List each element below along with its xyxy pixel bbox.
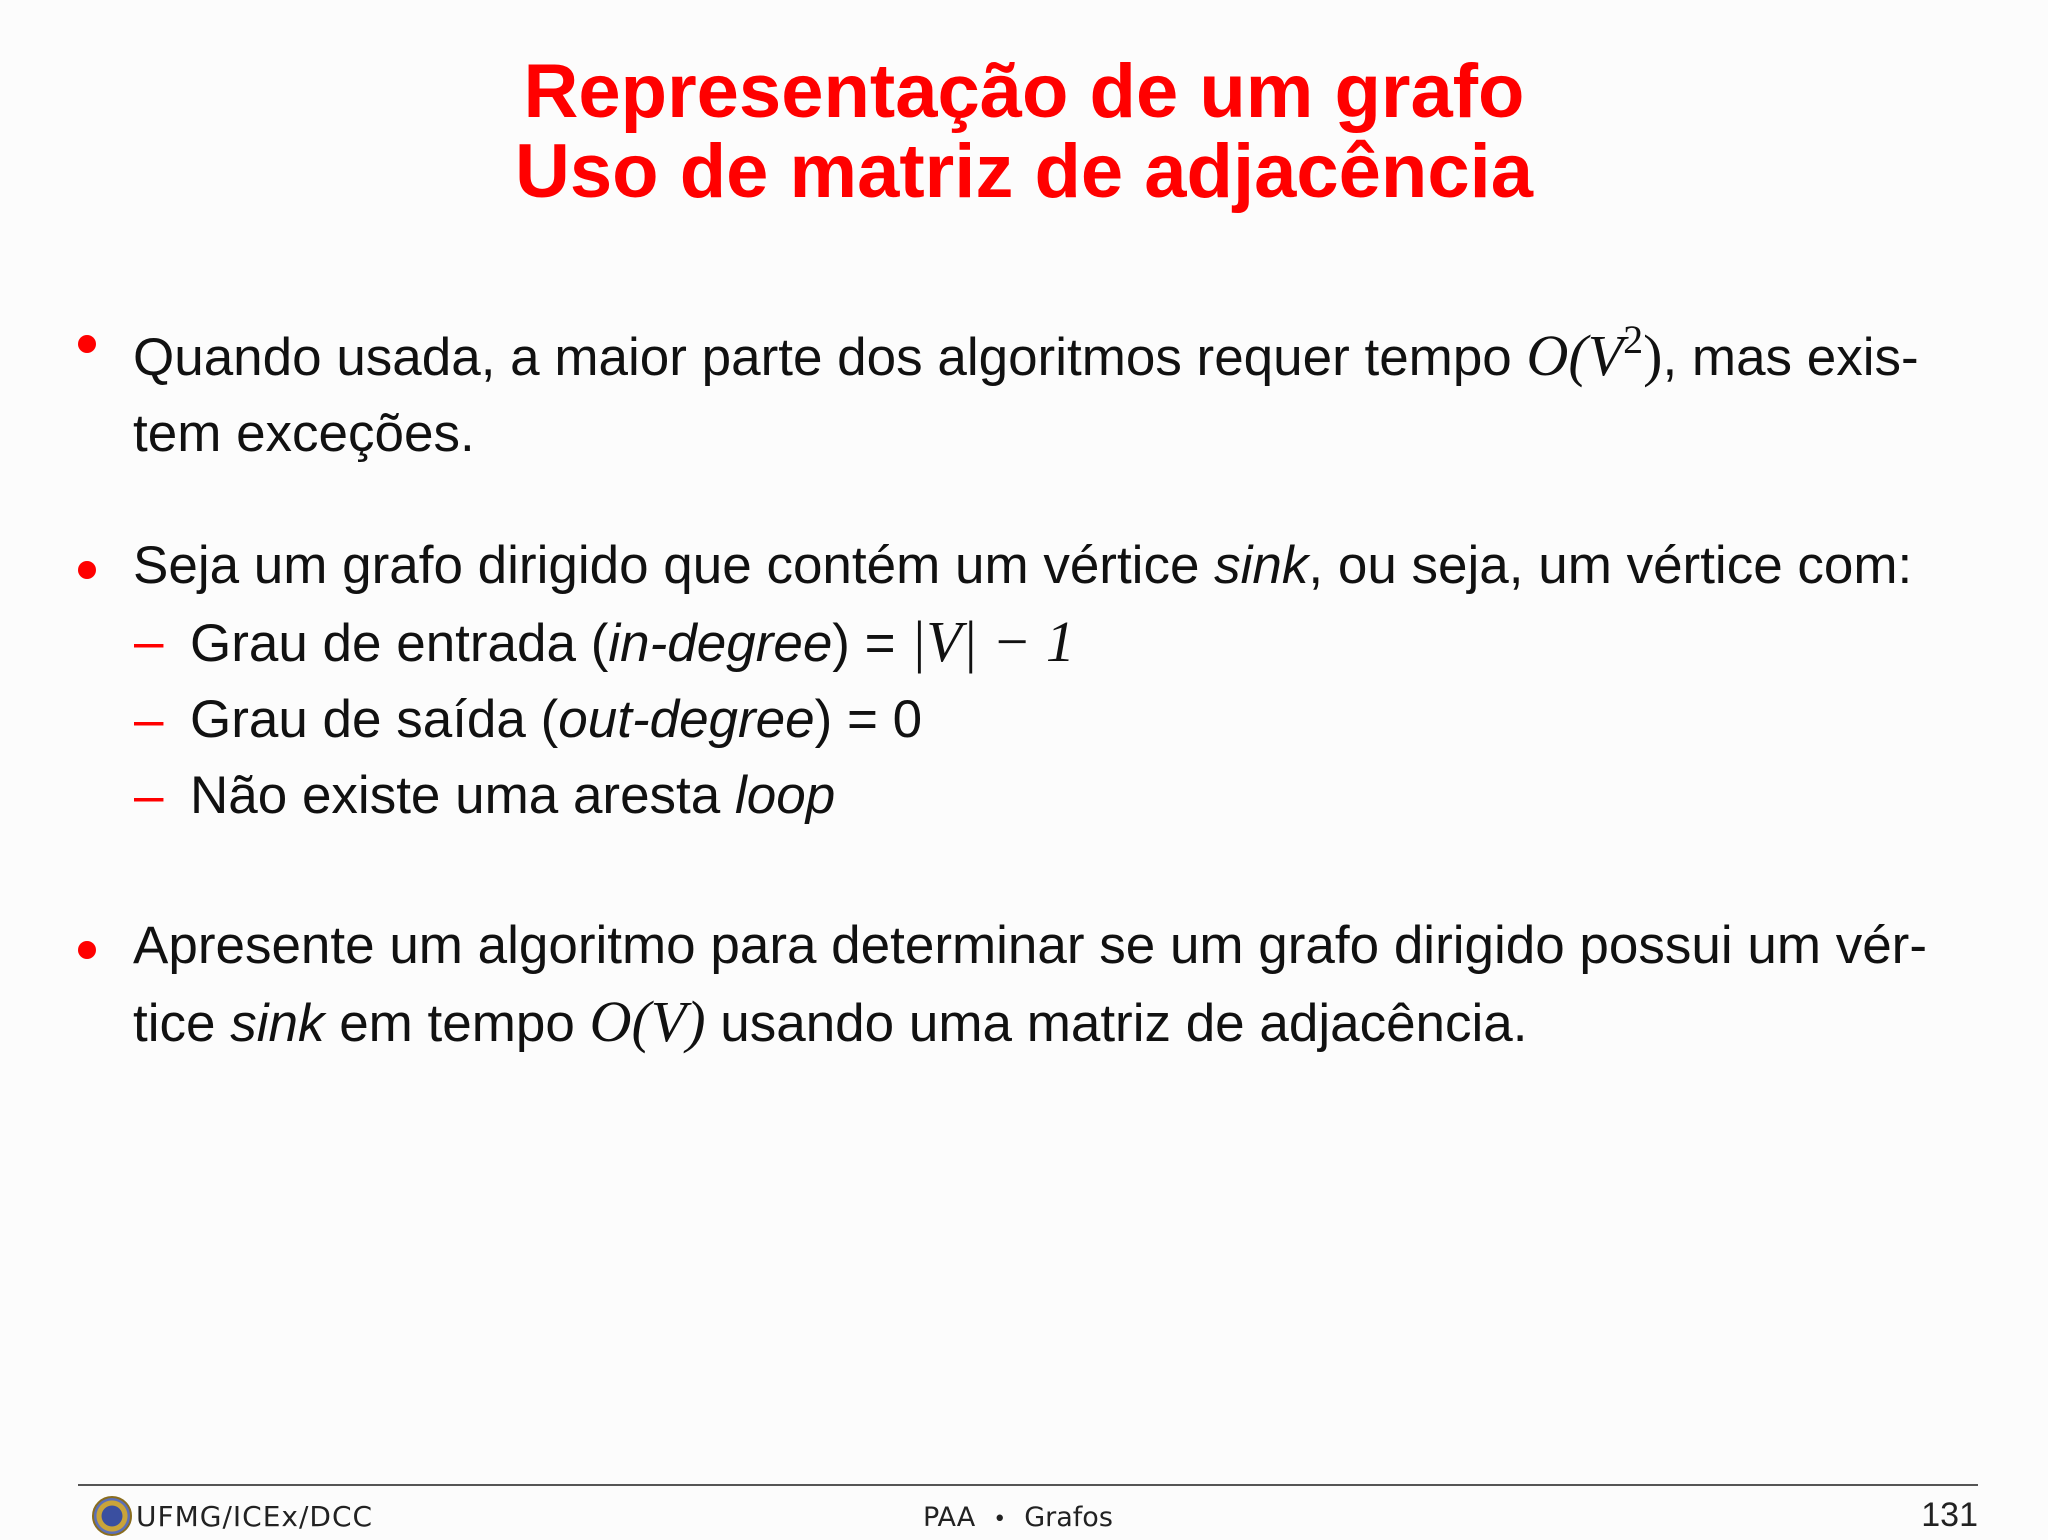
emphasis-term: sink bbox=[1214, 536, 1309, 595]
emphasis-term: sink bbox=[230, 994, 325, 1053]
math-expression: |V| − 1 bbox=[910, 609, 1075, 674]
sub-item-in-degree bbox=[78, 604, 1978, 682]
sub-item-text bbox=[190, 604, 1075, 682]
sub-item-text bbox=[190, 682, 922, 758]
page-number: 131 bbox=[1921, 1496, 1978, 1534]
text-segment: Quando usada, a maior parte dos algoritmos requer tempo bbox=[133, 328, 1527, 387]
sub-item-no-loop bbox=[78, 758, 1978, 834]
text-segment: ) = 0 bbox=[814, 690, 923, 749]
bullet-dot bbox=[78, 561, 96, 579]
bullet-dot bbox=[78, 335, 96, 353]
footer-course-name: PAA bbox=[923, 1502, 976, 1533]
footer-separator: • bbox=[993, 1507, 1007, 1532]
slide-body bbox=[78, 302, 1978, 1062]
bullet-exercise bbox=[78, 908, 1978, 1062]
bullet-line: tem exceções. bbox=[133, 404, 475, 463]
bullet-line bbox=[133, 528, 1978, 604]
text-segment: tice bbox=[133, 994, 231, 1053]
text-segment: Seja um grafo dirigido que contém um vértice bbox=[133, 536, 1215, 595]
text-segment: usando uma matriz de adjacência. bbox=[705, 994, 1528, 1053]
text-segment: Grau de saída ( bbox=[190, 690, 559, 749]
text-segment: ) = bbox=[832, 614, 911, 673]
math-paren: ) bbox=[1643, 323, 1663, 388]
footer-course bbox=[923, 1502, 1113, 1533]
bullet-line bbox=[133, 302, 1978, 396]
slide-footer bbox=[78, 1484, 1978, 1534]
footer-topic: Grafos bbox=[1024, 1502, 1113, 1533]
sub-item-text bbox=[190, 758, 835, 834]
emphasis-term: loop bbox=[734, 766, 836, 825]
bullet-sink-definition bbox=[78, 528, 1978, 604]
emphasis-term: in-degree bbox=[608, 614, 833, 673]
math-expression: O(V) bbox=[589, 989, 706, 1054]
text-segment: Não existe uma aresta bbox=[190, 766, 735, 825]
math-superscript: 2 bbox=[1623, 317, 1644, 362]
text-segment: , mas exis- bbox=[1662, 328, 1919, 387]
university-seal-icon bbox=[92, 1496, 132, 1536]
sub-item-out-degree bbox=[78, 682, 1978, 758]
footer-institution bbox=[92, 1496, 373, 1536]
math-expression: O(V bbox=[1526, 323, 1624, 388]
title-line-1: Representação de um grafo bbox=[523, 49, 1525, 134]
emphasis-term: out-degree bbox=[558, 690, 815, 749]
bullet-line: Apresente um algoritmo para determinar se um grafo dirigido possui um vér- bbox=[133, 916, 1927, 975]
text-segment: Grau de entrada ( bbox=[190, 614, 609, 673]
slide-title bbox=[0, 49, 2048, 214]
dash-marker: – bbox=[134, 690, 164, 749]
dash-marker: – bbox=[134, 612, 164, 671]
dash-marker: – bbox=[134, 766, 164, 825]
text-segment: , ou seja, um vértice com: bbox=[1308, 536, 1913, 595]
bullet-dot bbox=[78, 941, 96, 959]
title-line-2: Uso de matriz de adjacência bbox=[515, 129, 1533, 214]
footer-org: UFMG/ICEx/DCC bbox=[136, 1499, 374, 1533]
text-segment: em tempo bbox=[324, 994, 590, 1053]
bullet-complexity bbox=[78, 302, 1978, 463]
bullet-line bbox=[133, 984, 1978, 1062]
